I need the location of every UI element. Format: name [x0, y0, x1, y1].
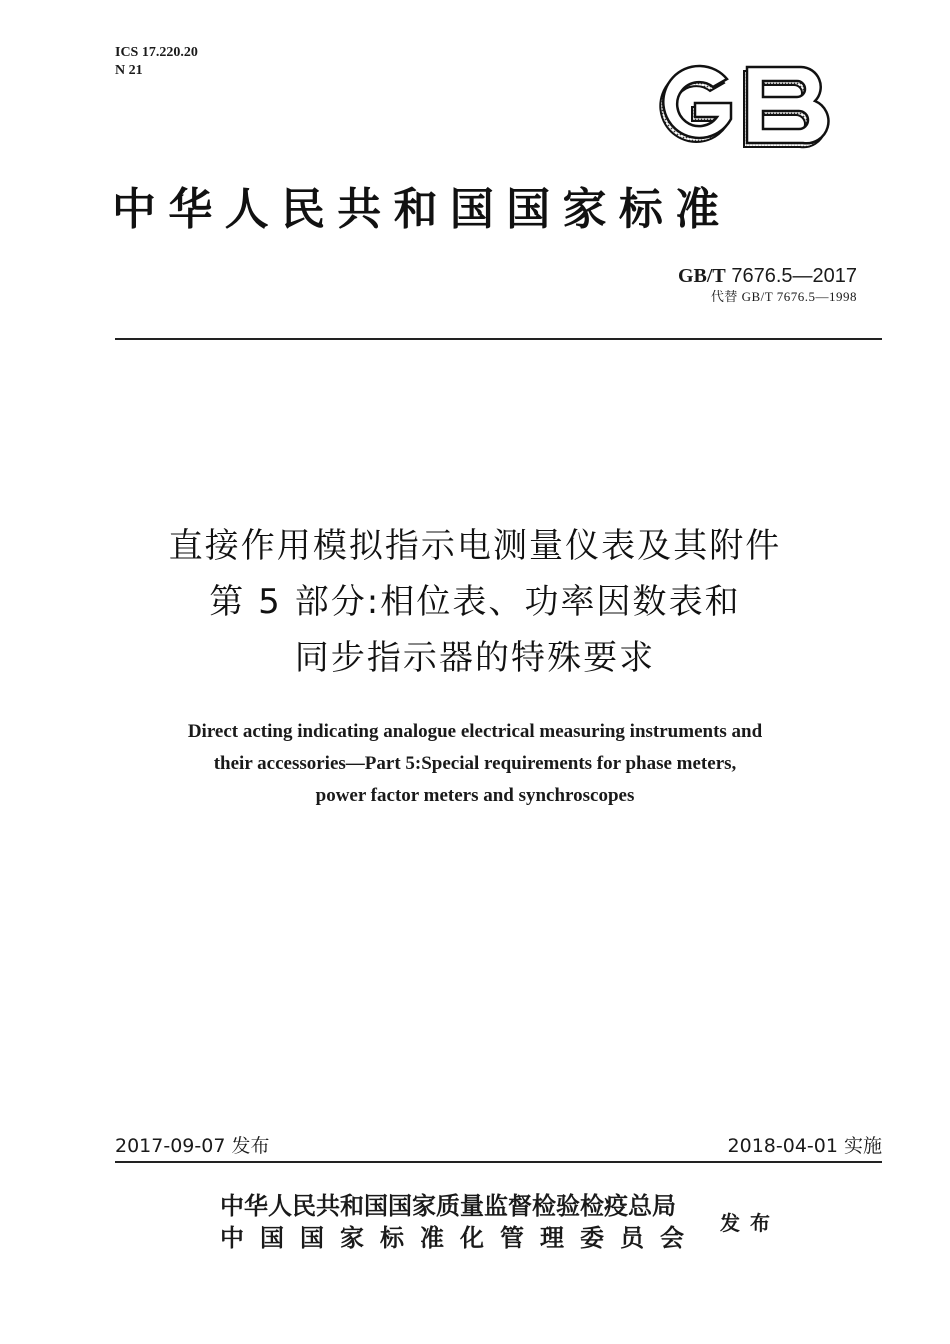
- gb-logo-icon: [643, 57, 835, 153]
- issuer-sac: 中国国家标准化管理委员会: [220, 1223, 700, 1252]
- publish-date: 2017-09-07 发布: [115, 1135, 270, 1157]
- issuer-aqsiq: 中华人民共和国国家质量监督检验检疫总局: [220, 1191, 676, 1220]
- english-title-line-1: Direct acting indicating analogue electrical measuring instruments and: [187, 721, 763, 742]
- chinese-title-line-2: 第 5 部分:相位表、功率因数表和: [209, 582, 741, 622]
- standard-number: [678, 264, 857, 288]
- implementation-date: 2018-04-01 实施: [727, 1135, 882, 1157]
- bottom-divider: [115, 1161, 882, 1163]
- english-title: [75, 716, 875, 812]
- standard-prefix: GB/T: [677, 265, 726, 287]
- chinese-title-line-3: 同步指示器的特殊要求: [294, 638, 656, 678]
- replaces-standard: 代替 GB/T 7676.5—1998: [710, 289, 857, 304]
- chinese-title-line-1: 直接作用模拟指示电测量仪表及其附件: [168, 526, 782, 566]
- english-title-line-3: power factor meters and synchroscopes: [315, 785, 635, 806]
- ccs-code: N 21: [115, 63, 143, 78]
- issue-verb: 发布: [720, 1211, 780, 1235]
- ics-code: ICS 17.220.20: [115, 45, 198, 60]
- national-standard-title: 中华人民共和国国家标准: [112, 184, 732, 235]
- chinese-title: [75, 518, 875, 686]
- english-title-line-2: their accessories—Part 5:Special requirements for phase meters,: [213, 753, 737, 774]
- standard-code: 7676.5—2017: [731, 265, 857, 287]
- top-divider: [115, 338, 882, 340]
